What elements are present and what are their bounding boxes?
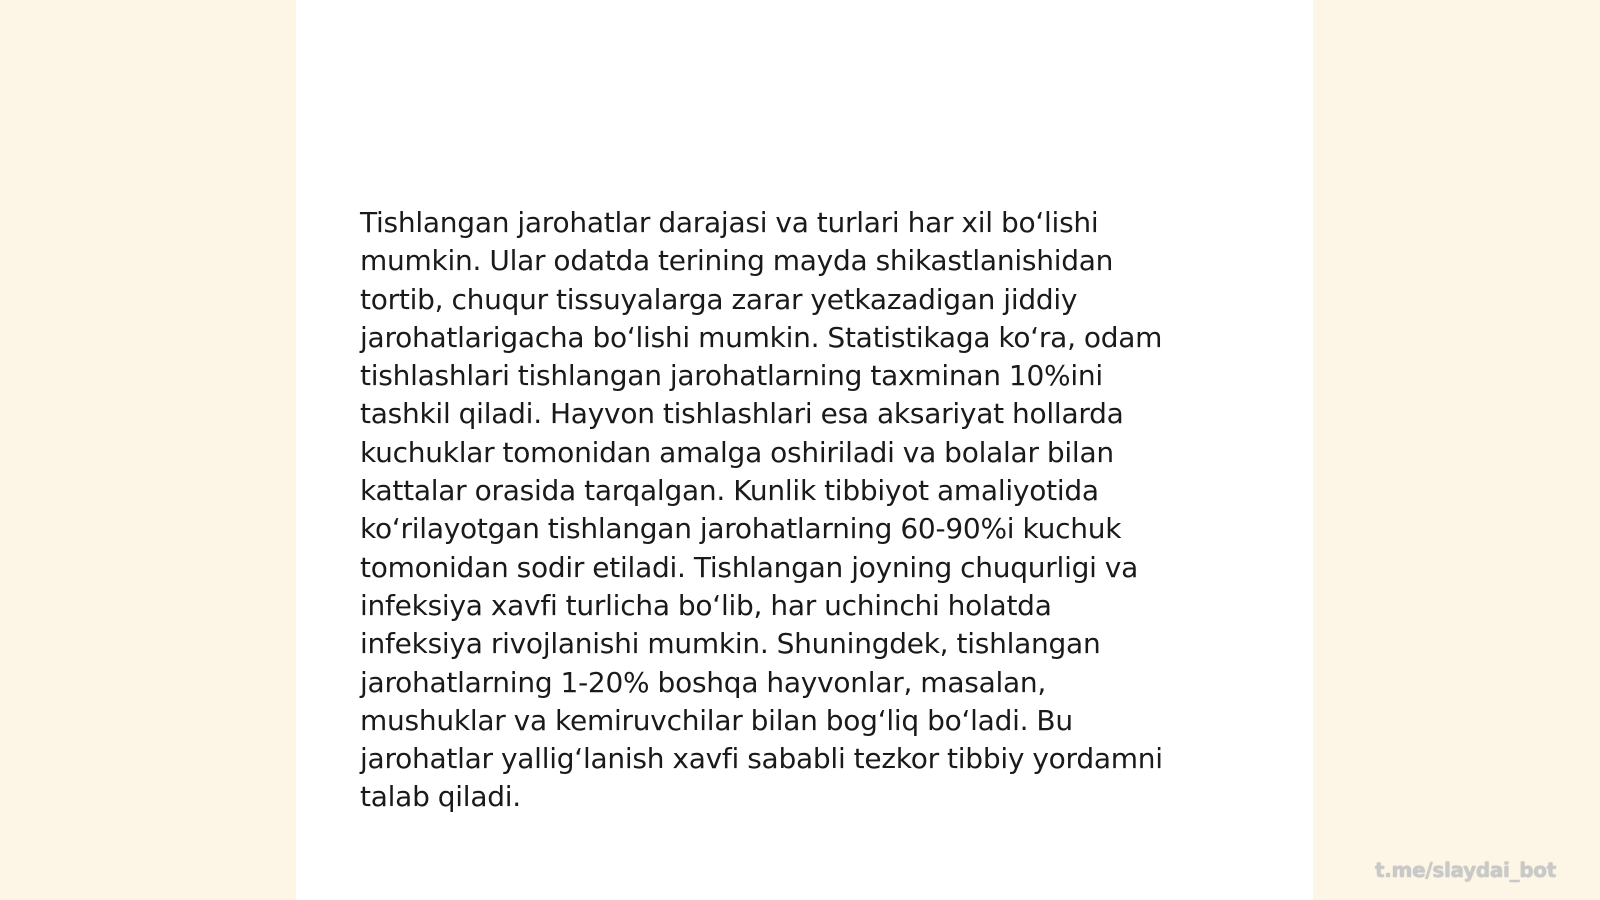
- body-paragraph: [360, 204, 1240, 817]
- paragraph-line: jarohatlar yallig‘lanish xavfi sababli tezkor tibbiy yordamni: [360, 742, 1163, 776]
- left-side-band: [0, 0, 296, 900]
- paragraph-line: mushuklar va kemiruvchilar bilan bog‘liq bo‘ladi. Bu: [360, 703, 1073, 737]
- paragraph-line: infeksiya rivojlanishi mumkin. Shuningdek, tishlangan: [360, 627, 1101, 661]
- paragraph-line: kattalar orasida tarqalgan. Kunlik tibbiyot amaliyotida: [360, 474, 1099, 508]
- watermark-label: t.me/slaydai_bot: [1374, 858, 1556, 882]
- right-side-band: [1313, 0, 1600, 900]
- paragraph-line: infeksiya xavfi turlicha bo‘lib, har uchinchi holatda: [360, 588, 1052, 622]
- paragraph-line: tomonidan sodir etiladi. Tishlangan joyning chuqurligi va: [360, 550, 1139, 584]
- paragraph-line: Tishlangan jarohatlar darajasi va turlari har xil bo‘lishi: [360, 206, 1099, 239]
- paragraph-line: kuchuklar tomonidan amalga oshiriladi va bolalar bilan: [360, 435, 1114, 469]
- paragraph-line: tortib, chuqur tissuyalarga zarar yetkazadigan jiddiy: [360, 282, 1078, 316]
- paragraph-line: jarohatlarning 1-20% boshqa hayvonlar, masalan,: [360, 665, 1047, 699]
- paragraph-line: ko‘rilayotgan tishlangan jarohatlarning 60-90%i kuchuk: [360, 512, 1122, 546]
- paragraph-line: jarohatlarigacha bo‘lishi mumkin. Statistikaga ko‘ra, odam: [360, 320, 1163, 354]
- paragraph-line: tishlashlari tishlangan jarohatlarning taxminan 10%ini: [360, 359, 1103, 393]
- paragraph-line: talab qiladi.: [360, 780, 521, 814]
- paragraph-line: tashkil qiladi. Hayvon tishlashlari esa aksariyat hollarda: [360, 397, 1124, 431]
- paragraph-line: mumkin. Ular odatda terining mayda shikastlanishidan: [360, 244, 1114, 278]
